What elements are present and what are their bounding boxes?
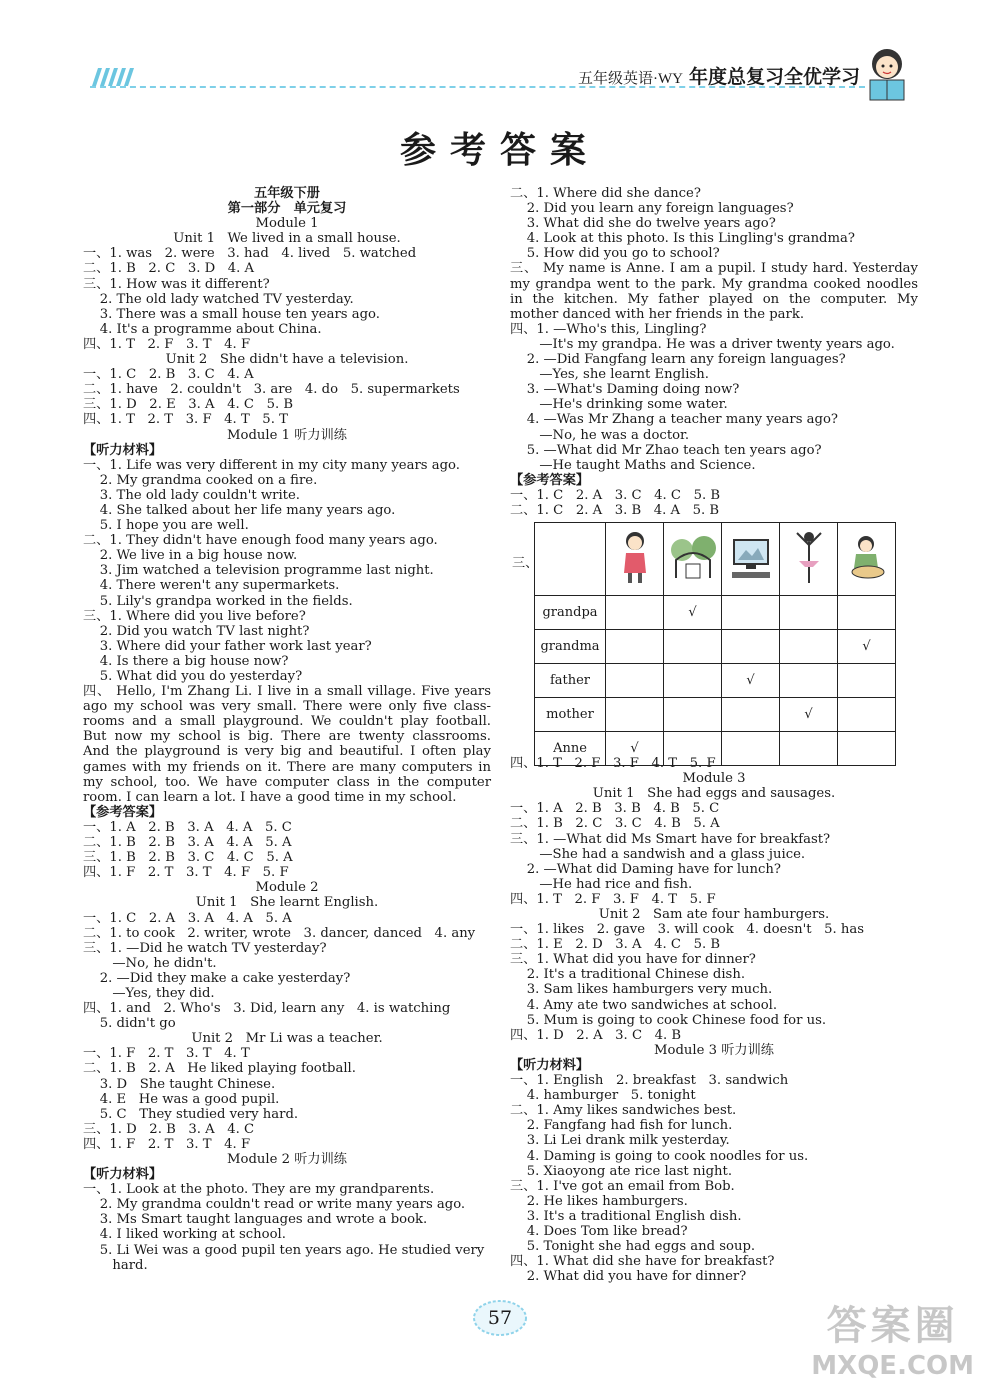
text-line: 二、1. They didn't have enough food many years ago. (83, 533, 438, 549)
text-line: hard. (83, 1257, 148, 1273)
text-line: But now my school is big. There are twenty classrooms. (83, 729, 491, 745)
text-line: 2. It's a traditional Chinese dish. (510, 967, 746, 983)
text-line: 2. My grandma couldn't read or write many years ago. (83, 1197, 466, 1213)
text-line: 4. Is there a big house now? (83, 653, 289, 669)
text-line: Unit 1 She learnt English. (195, 895, 379, 911)
right-column (510, 186, 918, 1284)
text-line: 2. —Did Fangfang learn any foreign languages? (510, 352, 846, 368)
text-line: 5. Xiaoyong ate rice last night. (510, 1163, 733, 1179)
text-line: 2. Fangfang had fish for lunch. (510, 1118, 733, 1134)
grid-check-cell (606, 596, 664, 630)
text-line: 四、 Hello, I'm Zhang Li. I live in a small village. Five years (83, 684, 491, 700)
grid-check-cell: √ (722, 664, 780, 698)
text-line: room. I can learn a lot. I have a good time in my school. (83, 789, 457, 805)
text-line: 三、1. I've got an email from Bob. (510, 1178, 735, 1194)
text-line: 【听力材料】 (83, 442, 163, 458)
text-line: 二、1. B 2. C 3. C 4. B 5. A (510, 816, 720, 832)
text-line: 3. There was a small house ten years ago. (83, 306, 380, 322)
text-line: 5. Tonight she had eggs and soup. (510, 1239, 756, 1255)
text-line: 【参考答案】 (510, 472, 590, 488)
text-line: 二、1. C 2. A 3. B 4. A 5. B (510, 502, 720, 518)
text-line: 4. Amy ate two sandwiches at school. (510, 997, 778, 1013)
watermark (811, 1294, 974, 1381)
grid-check-cell (838, 664, 896, 698)
grid-check-cell (838, 596, 896, 630)
text-line: 4. E He was a good pupil. (83, 1091, 280, 1107)
text-line: 5. Li Wei was a good pupil ten years ago. He studied very (83, 1242, 485, 1258)
grid-row (535, 596, 896, 630)
watermark-bottom: MXQE.COM (811, 1351, 974, 1381)
text-line: 2. —Did they make a cake yesterday? (83, 970, 351, 986)
text-line: 2. Did you learn any foreign languages? (510, 201, 794, 217)
text-line: Unit 2 Sam ate four hamburgers. (598, 907, 830, 922)
grid-check-cell (838, 732, 896, 766)
text-line: 一、1. was 2. were 3. had 4. lived 5. watched (83, 246, 417, 262)
text-line: 四、1. T 2. T 3. F 4. T 5. T (83, 412, 288, 428)
text-line: 三、1. —Did he watch TV yesterday? (83, 940, 327, 956)
text-line: 四、1. F 2. T 3. T 4. F (83, 1136, 251, 1152)
book-brand: 年度总复习全优学习 (688, 67, 860, 88)
grid-check-cell (722, 596, 780, 630)
text-line: 3. Sam likes hamburgers very much. (510, 982, 773, 998)
grid-check-cell (606, 698, 664, 732)
text-line: 一、1. Look at the photo. They are my grandparents. (83, 1182, 435, 1198)
grid-check-cell (838, 698, 896, 732)
text-line: 3. Li Lei drank milk yesterday. (510, 1133, 730, 1149)
text-line: 三、1. —What did Ms Smart have for breakfast? (510, 831, 831, 847)
text-line: —He had rice and fish. (510, 876, 693, 892)
grid-check-cell: √ (664, 596, 722, 630)
grid-check-cell (664, 698, 722, 732)
text-line: 3. Ms Smart taught languages and wrote a book. (83, 1212, 428, 1228)
text-line: my school, too. We have computer class in the computer (83, 774, 491, 790)
text-line: 第一部分 单元复习 (227, 201, 347, 217)
text-line: 二、1. E 2. D 3. A 4. C 5. B (510, 937, 721, 953)
grid-check-cell: √ (606, 732, 664, 766)
text-line: 四、1. —Who's this, Lingling? (510, 321, 707, 337)
text-line: —Yes, she learnt English. (510, 367, 709, 383)
text-line: Module 2 (255, 880, 319, 896)
text-line: 5. I hope you are well. (83, 518, 249, 534)
grid-check-cell (664, 630, 722, 664)
grid-check-cell (780, 630, 838, 664)
grid-check-cell (780, 664, 838, 698)
text-line: 4. Daming is going to cook noodles for us. (510, 1148, 809, 1164)
text-line: 3. Where did your father work last year? (83, 638, 372, 654)
grid-row (535, 698, 896, 732)
text-line: —He taught Maths and Science. (510, 457, 756, 473)
girl-picture (606, 523, 664, 596)
text-line: 四、1. T 2. F 3. F 4. T 5. F (510, 756, 716, 772)
text-line: —She had a sandwish and a glass juice. (510, 846, 806, 862)
text-line: 5. didn't go (83, 1016, 176, 1032)
page-header (0, 0, 1000, 120)
grid-corner-cell (535, 523, 606, 596)
answer-grid (510, 520, 918, 756)
grid-check-cell (664, 664, 722, 698)
text-line: 一、1. C 2. A 3. C 4. C 5. B (510, 487, 721, 503)
text-line: Module 3 (682, 771, 746, 787)
text-line: 4. There weren't any supermarkets. (83, 578, 340, 594)
text-line: 【参考答案】 (83, 804, 163, 820)
text-line: Unit 2 She didn't have a television. (165, 352, 409, 368)
text-line: 5. C They studied very hard. (83, 1106, 299, 1122)
watermark-top: 答案圈 (826, 1302, 959, 1349)
text-line: 3. It's a traditional English dish. (510, 1208, 742, 1224)
text-line: 3. D She taught Chinese. (83, 1076, 276, 1092)
grid-check-cell (606, 664, 664, 698)
text-line: 2. My grandma cooked on a fire. (83, 472, 318, 488)
text-line: 2. What did you have for dinner? (510, 1269, 747, 1285)
text-line: Module 2 听力训练 (227, 1152, 347, 1167)
grid-row (535, 732, 896, 766)
text-line: 3. —What's Daming doing now? (510, 382, 740, 398)
text-line: 4. She talked about her life many years ago. (83, 502, 396, 518)
text-line: And the playground is very big and beautiful. I often play (83, 744, 491, 760)
text-line: 4. Look at this photo. Is this Lingling's grandma? (510, 231, 855, 247)
text-line: Module 1 听力训练 (227, 427, 347, 443)
text-line: 5. What did you do yesterday? (83, 669, 303, 684)
text-line: —Yes, they did. (83, 985, 215, 1001)
text-line: 4. It's a programme about China. (83, 321, 322, 337)
text-line: 2. We live in a big house now. (83, 548, 298, 564)
text-line: 【听力材料】 (83, 1167, 163, 1183)
text-line: 四、1. D 2. A 3. C 4. B (510, 1027, 682, 1043)
text-line: Unit 1 She had eggs and sausages. (592, 786, 836, 802)
grid-row-name: Anne (535, 732, 606, 766)
text-line: 一、1. F 2. T 3. T 4. T (83, 1046, 250, 1062)
text-line: 四、1. What did she have for breakfast? (510, 1254, 775, 1270)
grid-check-cell (780, 596, 838, 630)
text-line: 二、1. B 2. A He liked playing football. (83, 1061, 356, 1077)
text-line: 一、1. A 2. B 3. A 4. A 5. C (83, 819, 292, 835)
text-line: 4. Does Tom like bread? (510, 1223, 688, 1239)
cooking-picture (838, 523, 896, 596)
grid-check-cell (606, 630, 664, 664)
text-line: 三、1. D 2. E 3. A 4. C 5. B (83, 397, 294, 413)
text-line: 三、1. How was it different? (83, 276, 270, 292)
text-line: —It's my grandpa. He was a driver twenty years ago. (510, 336, 895, 352)
text-line: rooms and a small playground. We couldn't play football. (83, 714, 491, 730)
text-line: 一、1. C 2. A 3. A 4. A 5. A (83, 910, 292, 926)
grid-check-cell (780, 732, 838, 766)
text-line: 3. Jim watched a television programme last night. (83, 563, 434, 579)
grid-header-row (535, 523, 896, 596)
text-line: 二、1. B 2. C 3. D 4. A (83, 261, 255, 277)
text-line: 二、1. B 2. B 3. A 4. A 5. A (83, 835, 292, 851)
text-line: Module 1 (255, 216, 319, 232)
text-line: 三、1. D 2. B 3. A 4. C (83, 1121, 255, 1137)
text-line: 4. I liked working at school. (83, 1227, 286, 1243)
grid-check-cell: √ (780, 698, 838, 732)
computer-picture (722, 523, 780, 596)
page-number: 57 (487, 1307, 513, 1329)
grid-check-cell: √ (838, 630, 896, 664)
header-book-info (578, 62, 860, 89)
park-gate-picture (664, 523, 722, 596)
page-title: 参考答案 (399, 129, 600, 171)
grid-check-cell (722, 732, 780, 766)
text-line: mother danced with her friends in the park. (510, 306, 805, 322)
grid-row (535, 630, 896, 664)
text-line: 二、1. to cook 2. writer, wrote 3. dancer, danced 4. any (83, 925, 476, 941)
grid-row-name: grandma (535, 630, 606, 664)
text-line: ago my school was very small. There were only five class- (83, 699, 491, 715)
text-line: 2. —What did Daming have for lunch? (510, 861, 781, 877)
text-line: —No, he was a doctor. (510, 427, 690, 443)
dancer-picture (780, 523, 838, 596)
text-line: Unit 1 We lived in a small house. (173, 231, 401, 247)
text-line: 四、1. T 2. F 3. T 4. F (83, 336, 251, 352)
text-line: 3. What did she do twelve years ago? (510, 216, 776, 232)
text-line: 2. The old lady watched TV yesterday. (83, 291, 354, 307)
text-line: 一、1. Life was very different in my city many years ago. (83, 457, 460, 473)
text-line: 一、1. likes 2. gave 3. will cook 4. doesn't 5. has (510, 922, 864, 938)
text-line: 三、1. What did you have for dinner? (510, 952, 756, 968)
text-line: 一、1. C 2. B 3. C 4. A (83, 367, 254, 383)
grid-row-name: father (535, 664, 606, 698)
grid-check-cell (722, 630, 780, 664)
answer-grid-table (534, 522, 896, 766)
grid-check-cell (664, 732, 722, 766)
text-line: 四、1. T 2. F 3. F 4. T 5. F (510, 891, 716, 907)
text-line: in the kitchen. My father played on the computer. My (510, 291, 918, 307)
grid-question-label: 三、 (512, 556, 539, 572)
text-line: 5. —What did Mr Zhao teach ten years ago? (510, 442, 822, 458)
text-line: Module 3 听力训练 (654, 1042, 774, 1058)
text-line: 3. The old lady couldn't write. (83, 487, 300, 503)
text-line: 4. —Was Mr Zhang a teacher many years ago? (510, 412, 838, 428)
book-grade-subject: 五年级英语·WY (577, 71, 683, 87)
text-line: 一、1. A 2. B 3. B 4. B 5. C (510, 801, 720, 817)
grid-row-name: mother (535, 698, 606, 732)
text-line: 三、1. Where did you live before? (83, 608, 306, 624)
text-line: my grandpa went to the park. My grandma cooked noodles (510, 276, 918, 292)
text-line: 2. Did you watch TV last night? (83, 623, 310, 639)
text-line: —He's drinking some water. (510, 397, 728, 413)
reading-child-mascot (862, 44, 912, 104)
text-line: 一、1. English 2. breakfast 3. sandwich (510, 1073, 789, 1089)
grid-row-name: grandpa (535, 596, 606, 630)
grid-check-cell (722, 698, 780, 732)
grid-row (535, 664, 896, 698)
text-line: 2. He likes hamburgers. (510, 1193, 688, 1209)
text-line: 五年级下册 (254, 186, 320, 201)
text-line: 5. Mum is going to cook Chinese food for us. (510, 1012, 827, 1028)
text-line: 三、 My name is Anne. I am a pupil. I study hard. Yesterday (510, 261, 918, 277)
decorative-stripes (92, 68, 140, 86)
text-line: Unit 2 Mr Li was a teacher. (191, 1031, 383, 1047)
text-line: 二、1. Where did she dance? (510, 186, 701, 201)
text-line: 四、1. and 2. Who's 3. Did, learn any 4. is watching (83, 1001, 451, 1017)
text-line: 二、1. have 2. couldn't 3. are 4. do 5. supermarkets (83, 382, 460, 398)
text-line: 5. Lily's grandpa worked in the fields. (83, 593, 353, 609)
text-line: 4. hamburger 5. tonight (510, 1088, 696, 1104)
text-line: 5. How did you go to school? (510, 246, 720, 262)
text-line: 【听力材料】 (510, 1057, 590, 1073)
text-line: games with my friends on it. There are many computers in (83, 759, 491, 775)
text-line: 二、1. Amy likes sandwiches best. (510, 1103, 737, 1119)
text-line: —No, he didn't. (83, 955, 217, 971)
left-column (83, 186, 491, 1273)
text-line: 四、1. F 2. T 3. T 4. F 5. F (83, 865, 289, 881)
text-line: 三、1. B 2. B 3. C 4. C 5. A (83, 850, 293, 866)
